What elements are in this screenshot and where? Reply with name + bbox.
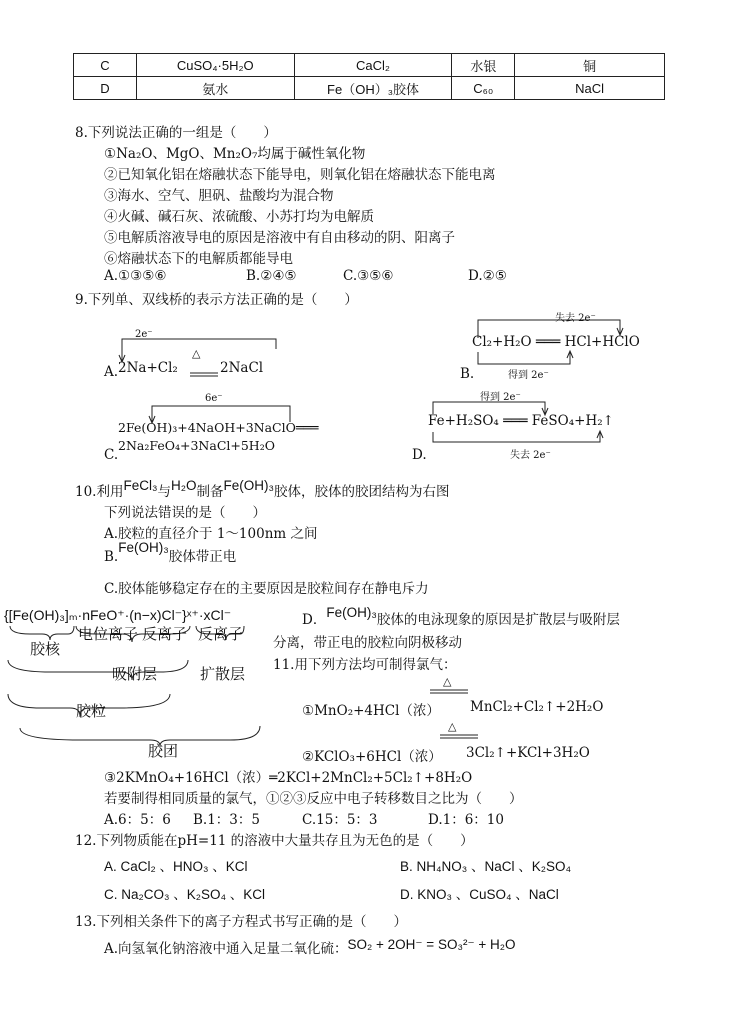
q11-eq2-right: 3Cl₂↑+KCl+3H₂O [466,745,590,761]
q11-eq1-left: ①MnO₂+4HCl（浓） [302,703,440,719]
q11-eq2-left: ②KClO₃+6HCl（浓） [302,749,442,765]
core-label: 胶核 [30,640,61,658]
q11-option-d: D.1：6：10 [428,812,504,828]
adsorption-label: 吸附层 [112,665,158,683]
q10-stem-b: 与 [157,484,171,500]
q10-option-d-cont: 分离，带正电的胶粒向阴极移动 [273,635,462,651]
q10-option-b [104,540,237,565]
q12-option-b: B. NH₄NO₃ 、NaCl 、K₂SO₄ [400,859,572,874]
q8-option-d: D.②⑤ [468,268,507,284]
table-cell: D [74,77,137,100]
q9-d-top: 得到 2e⁻ [480,392,521,403]
potential-ion-label: 电位离子 [78,625,139,643]
table-cell: CuSO₄·5H₂O [136,54,294,77]
q9-a-electron: 2e⁻ [135,329,153,340]
counter-ion-label-2: 反离子 [198,625,244,643]
feoh3-formula: Fe(OH)₃ [326,605,377,620]
reaction-line [430,689,468,694]
q9-stem: 9.下列单、双线桥的表示方法正确的是（ ） [75,292,358,308]
table-row [74,54,665,77]
micelle-formula: {[Fe(OH)₃]ₘ·nFeO⁺·(n−x)Cl⁻}ˣ⁺·xCl⁻ [4,607,232,623]
q9-b-label: B. [460,366,475,382]
q10-stem [75,480,450,500]
q11-option-a: A.6：5：6 [104,812,171,828]
table-cell: 氨水 [136,77,294,100]
bridge-line [433,432,600,442]
particle-label: 胶粒 [76,702,107,720]
table-cell: Fe（OH）₃胶体 [294,77,452,100]
q11-question: 若要制得相同质量的氯气，①②③反应中电子转移数目之比为（ ） [104,791,523,807]
q10-d-label: D． [302,612,327,628]
q9-a-eq-right: 2NaCl [220,360,264,376]
q10-option-c: C.胶体能够稳定存在的主要原因是胶粒间存在静电斥力 [104,581,429,597]
table-row [74,77,665,100]
q8-item: ①Na₂O、MgO、Mn₂O₇均属于碱性氧化物 [104,146,366,162]
q13-option-a [104,937,515,957]
q10-option-a: A.胶粒的直径介于 1～100nm 之间 [104,526,318,542]
q9-d-bottom: 失去 2e⁻ [510,450,551,461]
q11-option-c: C.15：5：3 [302,812,378,828]
q11-eq3: ③2KMnO₄+16HCl（浓）═2KCl+2MnCl₂+5Cl₂↑+8H₂O [104,770,473,786]
q9-b-top: 失去 2e⁻ [555,313,596,324]
table-cell: C [74,54,137,77]
q13-a-equation: SO₂ + 2OH⁻ = SO₃²⁻ + H₂O [347,937,516,952]
reaction-line [440,734,478,739]
q10-option-d [302,605,620,628]
q8-option-b: B.②④⑤ [246,268,297,284]
q10-stem-d: 胶体，胶体的胶团结构为右图 [274,484,450,500]
q9-c-eq1: 2Fe(OH)₃+4NaOH+3NaClO═══ [118,420,319,435]
q9-b-bottom: 得到 2e⁻ [508,370,549,381]
q11-stem: 11.用下列方法均可制得氯气： [273,657,457,673]
table-cell: CaCl₂ [294,54,452,77]
q10-stem-a: 10.利用 [75,484,124,500]
q10-b-label: B. [104,549,119,565]
q8-item: ⑤电解质溶液导电的原因是溶液中有自由移动的阴、阳离子 [104,230,455,246]
h2o-formula: H₂O [171,478,197,493]
micelle-label: 胶团 [148,742,179,760]
brace-adsorption [8,660,188,680]
table-cell: C₆₀ [452,77,515,100]
q10-b-text: 胶体带正电 [168,549,237,565]
q10-line2: 下列说法错误的是（ ） [104,505,266,521]
q9-c-electron: 6e⁻ [205,393,223,404]
q9-a-eq-left: 2Na+Cl₂ [118,360,178,376]
q11-eq1-right: MnCl₂+Cl₂↑+2H₂O [470,699,604,715]
heat-triangle-icon: △ [448,720,457,733]
bridge-line [478,352,570,364]
q9-d-label: D. [412,447,427,463]
q9-d-eq: Fe+H₂SO₄ ═══ FeSO₄+H₂↑ [428,413,614,429]
q9-c-eq2: 2Na₂FeO₄+3NaCl+5H₂O [118,438,275,453]
q10-stem-c: 制备 [196,484,224,500]
table-cell: NaCl [515,77,665,100]
heat-triangle-icon: △ [192,347,201,360]
table-cell: 铜 [515,54,665,77]
q8-option-a: A.①③⑤⑥ [104,268,167,284]
q8-option-c: C.③⑤⑥ [343,268,394,284]
q11-option-b: B.1：3：5 [193,812,260,828]
q13-stem: 13.下列相关条件下的离子方程式书写正确的是（ ） [75,914,407,930]
q12-stem: 12.下列物质能在pH=11 的溶液中大量共存且为无色的是（ ） [75,833,474,849]
q9-b-eq: Cl₂+H₂O ═══ HCl+HClO [472,334,640,350]
fecl3-formula: FeCl₃ [123,478,158,493]
q9-c-label: C. [104,447,119,463]
q8-stem: 8.下列说法正确的一组是（ ） [75,125,277,141]
counter-ion-label: 反离子 [142,625,188,643]
q12-option-c: C. Na₂CO₃ 、K₂SO₄ 、KCl [104,887,266,902]
q13-a-text: A.向氢氧化钠溶液中通入足量二氧化硫： [104,941,348,957]
answer-table [73,53,665,100]
diffusion-label: 扩散层 [200,665,246,683]
q8-item: ⑥熔融状态下的电解质都能导电 [104,251,293,267]
q12-option-d: D. KNO₃ 、CuSO₄ 、NaCl [400,887,559,902]
brace-micelle [20,726,260,746]
q9-a-label: A. [104,364,119,380]
feoh3-formula: Fe(OH)₃ [223,478,274,493]
heat-triangle-icon: △ [443,675,452,688]
q10-d-text: 胶体的电泳现象的原因是扩散层与吸附层 [376,612,620,628]
q12-option-a: A. CaCl₂ 、HNO₃ 、KCl [104,859,248,874]
q8-item: ③海水、空气、胆矾、盐酸均为混合物 [104,188,334,204]
q8-item: ④火碱、碱石灰、浓硫酸、小苏打均为电解质 [104,209,374,225]
table-cell: 水银 [452,54,515,77]
q8-item: ②已知氧化铝在熔融状态下能导电，则氧化铝在熔融状态下能电离 [104,167,496,183]
feoh3-formula: Fe(OH)₃ [118,540,169,555]
